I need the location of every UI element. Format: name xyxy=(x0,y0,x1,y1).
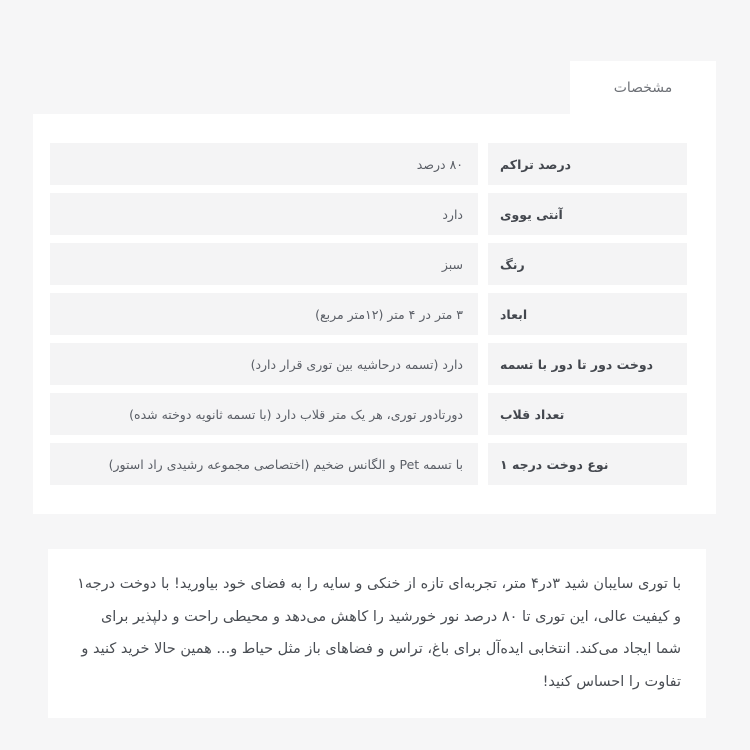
spec-label-text: ابعاد xyxy=(500,306,528,322)
spec-row xyxy=(50,143,687,185)
spec-value-text: ۸۰ درصد xyxy=(416,156,463,172)
spec-value-text: دورتادور توری، هر یک متر قلاب دارد (با تسمه ثانویه دوخته شده) xyxy=(129,406,463,422)
spec-row xyxy=(50,443,687,485)
spec-label xyxy=(488,243,687,285)
specifications-panel xyxy=(33,114,716,514)
spec-value-text: ۳ متر در ۴ متر (۱۲متر مربع) xyxy=(315,306,463,322)
spec-value xyxy=(50,343,478,385)
spec-label-text: رنگ xyxy=(500,256,525,272)
spec-row xyxy=(50,393,687,435)
spec-value xyxy=(50,193,478,235)
spec-label xyxy=(488,293,687,335)
spec-row xyxy=(50,343,687,385)
spec-value xyxy=(50,143,478,185)
spec-label xyxy=(488,343,687,385)
spec-label-text: نوع دوخت درجه ۱ xyxy=(500,456,609,472)
spec-value-text: دارد (تسمه درحاشیه بین توری قرار دارد) xyxy=(250,356,463,372)
spec-label-text: آنتی یووی xyxy=(500,206,563,222)
product-description-text: با توری سایبان شید ۳در۴ متر، تجربه‌ای تازه از خنکی و سایه را به فضای خود بیاورید! با دوخت درجه۱ و کیفیت عالی، این توری تا ۸۰ درصد نور خورشید را کاهش می‌دهد و محیطی راحت و دلپذیر برای شما ایجاد می‌کند. انتخابی ایده‌آل برای باغ، تراس و فضاهای باز مثل حیاط و... همین حالا خرید کنید و تفاوت را احساس کنید! xyxy=(77,576,681,690)
spec-label-text: تعداد قلاب xyxy=(500,406,565,422)
spec-value xyxy=(50,393,478,435)
spec-row xyxy=(50,193,687,235)
tab-specifications[interactable] xyxy=(570,61,716,114)
spec-value-text: سبز xyxy=(441,256,463,272)
spec-row xyxy=(50,243,687,285)
spec-label-text: دوخت دور تا دور با تسمه xyxy=(500,356,654,372)
spec-label xyxy=(488,443,687,485)
spec-value xyxy=(50,293,478,335)
spec-row xyxy=(50,293,687,335)
spec-label xyxy=(488,393,687,435)
spec-label xyxy=(488,143,687,185)
tab-specifications-label: مشخصات xyxy=(613,79,673,96)
spec-value xyxy=(50,443,478,485)
product-description xyxy=(48,549,706,718)
spec-value-text: دارد xyxy=(442,206,463,222)
spec-label xyxy=(488,193,687,235)
spec-label-text: درصد تراکم xyxy=(500,156,572,172)
spec-value-text: با تسمه Pet و الگانس ضخیم (اختصاصی مجموعه رشیدی راد استور) xyxy=(108,456,463,472)
spec-value xyxy=(50,243,478,285)
